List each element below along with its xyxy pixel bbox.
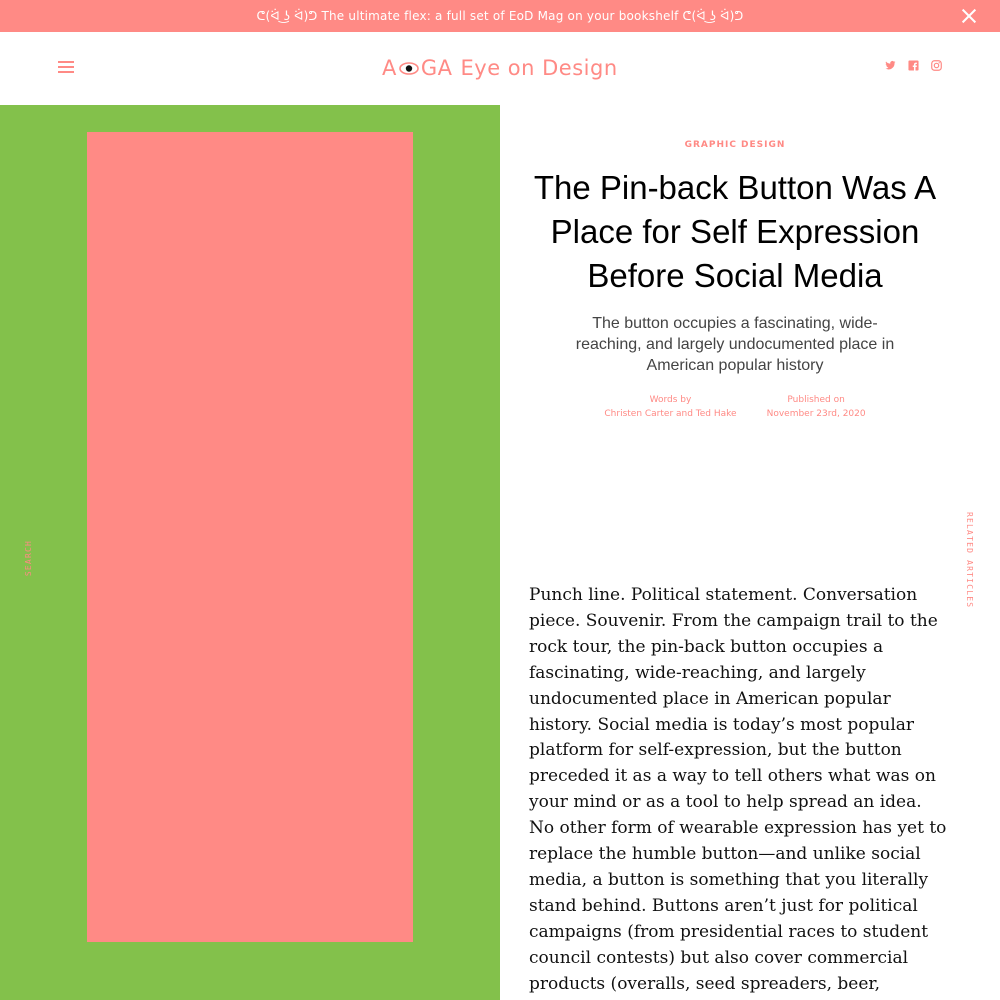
search-tab[interactable]: SEARCH: [24, 540, 33, 577]
related-articles-tab[interactable]: RELATED ARTICLES: [965, 512, 974, 609]
article-header: [530, 140, 940, 421]
byline-authors[interactable]: Christen Carter and Ted Hake: [604, 409, 737, 419]
facebook-icon[interactable]: [908, 60, 919, 71]
hero-pink-panel: [87, 132, 413, 942]
social-links: [885, 60, 942, 71]
article-title: The Pin-back Button Was A Place for Self Expression Before Social Media: [533, 169, 937, 294]
byline: [604, 393, 736, 421]
byline-label: Words by: [649, 395, 692, 405]
site-header: [0, 32, 1000, 105]
article-body: Punch line. Political statement. Conversation piece. Souvenir. From the campaign trail to the rock tour, the pin-back button occupies a fascinating, wide-reaching, and largely undocumented place in American popular history. Social media is today’s most popular platform for self-expression, but the button preceded it as a way to tell others what was on your mind or as a tool to help spread an idea. No other form of wearable expression has yet to replace the humble button—and unlike social media, a button is something that you literally stand behind. Buttons aren’t just for political campaigns (from presidential races to student council contests) but also cover commercial products (overalls, seed spreaders, beer,: [529, 585, 947, 994]
site-logo[interactable]: [382, 53, 618, 83]
hamburger-menu-icon[interactable]: [58, 61, 74, 73]
article-subtitle: The button occupies a fascinating, wide-reaching, and largely undocumented place in American popular history: [575, 315, 895, 374]
eye-icon: [399, 62, 419, 75]
published-date: November 23rd, 2020: [766, 409, 866, 419]
hero-image: [0, 105, 500, 1000]
article-meta: [530, 393, 940, 421]
promo-banner[interactable]: [0, 0, 1000, 32]
publish-info: [767, 393, 866, 421]
promo-text[interactable]: ᕦ(ᐛ ͜ʖ ᐛ)ᕤ The ultimate flex: a full set of EoD Mag on your bookshelf ᕦ(ᐛ ͜ʖ ᐛ)ᕤ: [256, 9, 744, 23]
instagram-icon[interactable]: [931, 60, 942, 71]
logo-text-a: A: [382, 56, 397, 80]
close-icon[interactable]: [960, 7, 978, 25]
logo-text-eye-on-design: Eye on Design: [460, 56, 618, 80]
published-label: Published on: [787, 395, 845, 405]
article-category[interactable]: GRAPHIC DESIGN: [684, 140, 786, 150]
twitter-icon[interactable]: [885, 60, 896, 71]
logo-text-ga: GA: [420, 56, 453, 80]
